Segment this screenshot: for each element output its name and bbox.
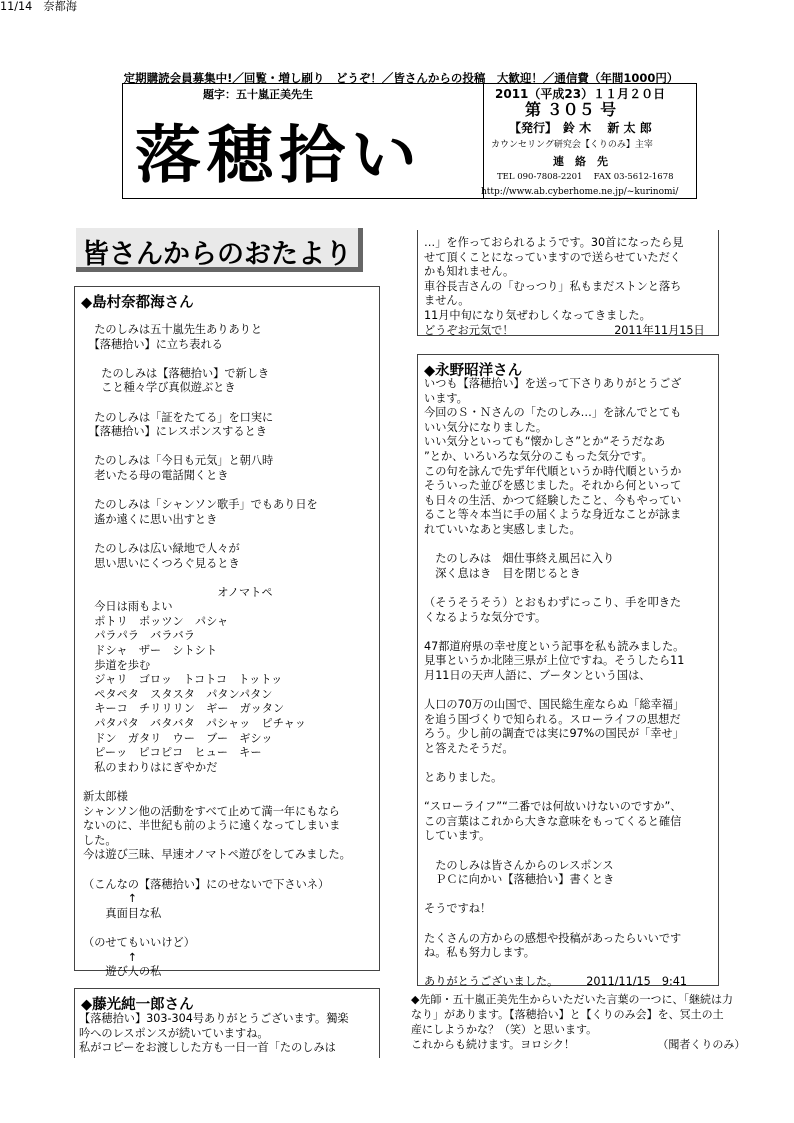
letter-fujimitsu-continued (417, 230, 719, 336)
website-url: http://www.ab.cyberhome.ne.jp/~kurinomi/ (481, 187, 679, 197)
letter-heading: ◆島村奈都海さん (81, 295, 194, 311)
masthead-title-panel (123, 84, 484, 198)
letter-signature: 11/14 奈都海 (0, 0, 77, 13)
tel-fax: TEL 090-7808-2201 FAX 03-5612-1678 (497, 172, 674, 182)
masthead-info-panel (481, 84, 696, 198)
letter-body: いつも【落穂拾い】を送って下さりありがとうござ います。 今回のＳ・Ｎさんの「たのしみ…」を詠んでとても いい気分になりました。 いい気分といっても“懐かしさ”とか“そうだなあ ”とか、いろいろな気分のこもった気分です。 この句を詠んで先ず年代順というか時代順というか そういった並びを感じました。それから何といって も日々の生活、かつて経験したこと、今もやってい ること等々本当に手の届くような身近なことが詠ま れていいなあと実感しました。 たのしみは 畑仕事終え風呂に入り 深く息はき 目を閉じるとき （そうそうそう）とおもわずにっこり、手を叩きた くなるような気分です。 47都道府県の幸せ度という記事を私も読みました。 見事というか北陸三県が上位ですね。そうしたら11 月11日の天声人語に、ブータンという国は、 人口の70万の山国で、国民総生産ならぬ「総幸福」 を追う国づくりで知られる。スローライフの思想だ ろう。少し前の調査では実に97%の国民が「幸せ」 と答えたそうだ。 とありました。 “スローライフ”“二番では何故いけないのですか”、 この言葉はこれから大きな意味をもってくると確信 しています。 たのしみは皆さんからのレスポンス ＰＣに向かい【落穂拾い】書くとき そうですね！ たくさんの方からの感想や投稿があったらいいです ね。私も努力します。 ありがとうございました。 2011/11/15 9:41 (424, 377, 688, 989)
masthead (122, 83, 697, 199)
subscription-banner: 定期購読会員募集中!／回覧・増し刷り どうぞ！／皆さんからの投稿 大歓迎！／通信費（年間1000円） (123, 71, 679, 85)
letter-shimamura (74, 286, 380, 979)
letter-body: 【落穂拾い】303-304号ありがとうございます。獨楽 吟へのレスポンスが続いていますね。 私がコピーをお渡しした方も一日一首「たのしみは (79, 1012, 349, 1055)
issue-number: 第 ３０５ 号 (525, 100, 617, 119)
editor-note: ◆先師・五十嵐正美先生からいただいた言葉の一つに、「継続は力 なり」があります。【落穂拾い】と【くりのみ会】を、冥土の土 産にしようかな？（笑）と思います。 これからも続けます。ヨロシク！ （聞者くりのみ） (411, 993, 746, 1051)
letter-nagano (417, 354, 719, 989)
letter-body: たのしみは五十嵐先生ありありと 【落穂拾い】に立ち表れる たのしみは【落穂拾い】で新しき こと種々学び真似遊ぶとき たのしみは「証をたてる」を口実に 【落穂拾い】にレスポンスするとき たのしみは「今日も元気」と朝八時 老いたる母の電話聞くとき たのしみは「シャンソン歌手」でもあり日を 遙か遠くに思い出すとき たのしみは広い緑地で人々が 思い思いにくつろぐ見るとき オノマトペ 今日は雨もよい ポトリ ポッツン パシャ パラパラ バラバラ ドシャ ザー シトシト 歩道を歩む ジャリ ゴロッ トコトコ トットッ ペタペタ スタスタ パタンパタン キーコ チリリリン ギー ガッタン パタパタ バタバタ パシャッ ピチャッ ドン ガタリ ウー ブー ギシッ ピーッ ピコピコ ヒュー キー 私のまわりはにぎやかだ 新太郎様 シャンソン他の活動をすべて止めて満一年にもなら ないのに、半世紀も前のように遠くなってしまいま した。 今は遊び三昧、早速オノマトペ遊びをしてみました。 （こんなの【落穂拾い】にのせないで下さいネ） ↑ 真面目な私 （のせてもいいけど） ↑ 遊び人の私 (83, 323, 351, 979)
letter-body: …」を作っておられるようです。30首になったら見 せて頂くことになっていますので送らせていただく かも知れません。 車谷長吉さんの「むっつり」私もまだストンと落ち ません。 11月中旬になり気ぜわしくなってきました。 どうぞお元気で！ 2011年11月15日 (424, 236, 705, 337)
letter-fujimitsu (74, 988, 380, 1058)
publisher: 【発行】 鈴 木 新 太 郎 (509, 121, 652, 135)
newsletter-title: 落穂拾い (135, 117, 423, 192)
organization: カウンセリング研究会【くりのみ】主宰 (491, 140, 653, 150)
letter-heading: ◆藤光純一郎さん (81, 997, 194, 1013)
issue-date: 2011（平成23）１１月２０日 (495, 87, 666, 101)
letter-heading: ◆永野昭洋さん (424, 363, 523, 379)
calligraphy-credit: 題字：五十嵐正美先生 (203, 88, 313, 101)
section-title: 皆さんからのおたより (76, 228, 363, 272)
contact-label: 連 絡 先 (553, 155, 608, 168)
